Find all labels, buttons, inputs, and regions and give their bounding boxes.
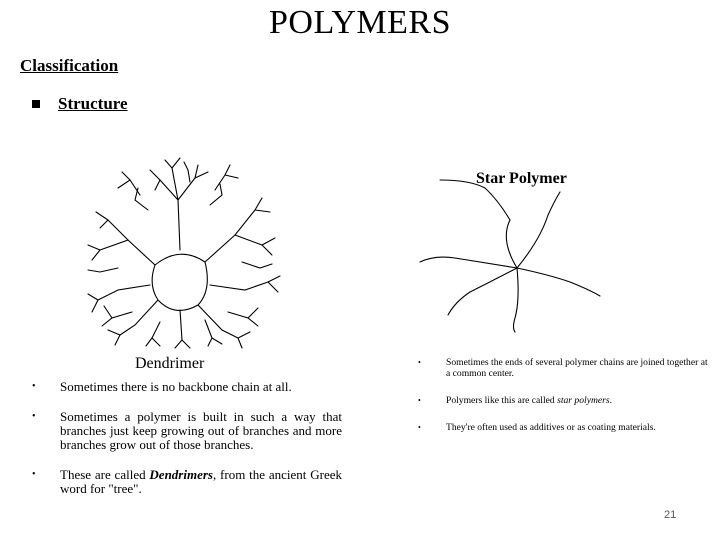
bullet-dot-icon: • — [32, 411, 36, 422]
bullet-text-suffix: . — [609, 395, 613, 406]
list-item — [418, 395, 708, 406]
bullet-dot-icon: • — [418, 396, 421, 405]
bullet-emphasis: Dendrimers — [149, 467, 213, 482]
list-item — [32, 468, 342, 496]
bullet-text: Sometimes a polymer is built in such a way that branches just keep growing out of branches and more branches grow out of those branches. — [60, 409, 342, 452]
list-item — [418, 422, 708, 433]
dendrimer-bullets — [32, 380, 342, 512]
bullet-dot-icon: • — [32, 381, 36, 392]
bullet-text-prefix: These are called — [60, 467, 150, 482]
bullet-text: They're often used as additives or as coating materials. — [446, 422, 656, 433]
bullet-text-suffix: , from the ancient Greek word for "tree". — [60, 467, 342, 496]
bullet-text: Sometimes there is no backbone chain at all. — [60, 379, 292, 394]
list-item — [32, 380, 342, 394]
page-number: 21 — [664, 509, 677, 521]
bullet-emphasis: star polymers — [557, 395, 610, 406]
bullet-dot-icon: • — [418, 358, 421, 367]
bullet-dot-icon: • — [32, 469, 36, 480]
bullet-text: Sometimes the ends of several polymer chains are joined together at a common center. — [446, 357, 708, 379]
bullet-text-prefix: Polymers like this are called — [446, 395, 558, 406]
star-polymer-caption: Star Polymer — [476, 170, 567, 187]
slide-title: POLYMERS — [269, 4, 451, 41]
list-item — [418, 357, 708, 379]
list-item — [32, 410, 342, 452]
classification-heading: Classification — [20, 56, 119, 75]
dendrimer-caption: Dendrimer — [135, 355, 205, 372]
star-polymer-bullets — [418, 357, 708, 449]
structure-heading-label: Structure — [58, 94, 128, 113]
bullet-dot-icon: • — [418, 423, 421, 432]
